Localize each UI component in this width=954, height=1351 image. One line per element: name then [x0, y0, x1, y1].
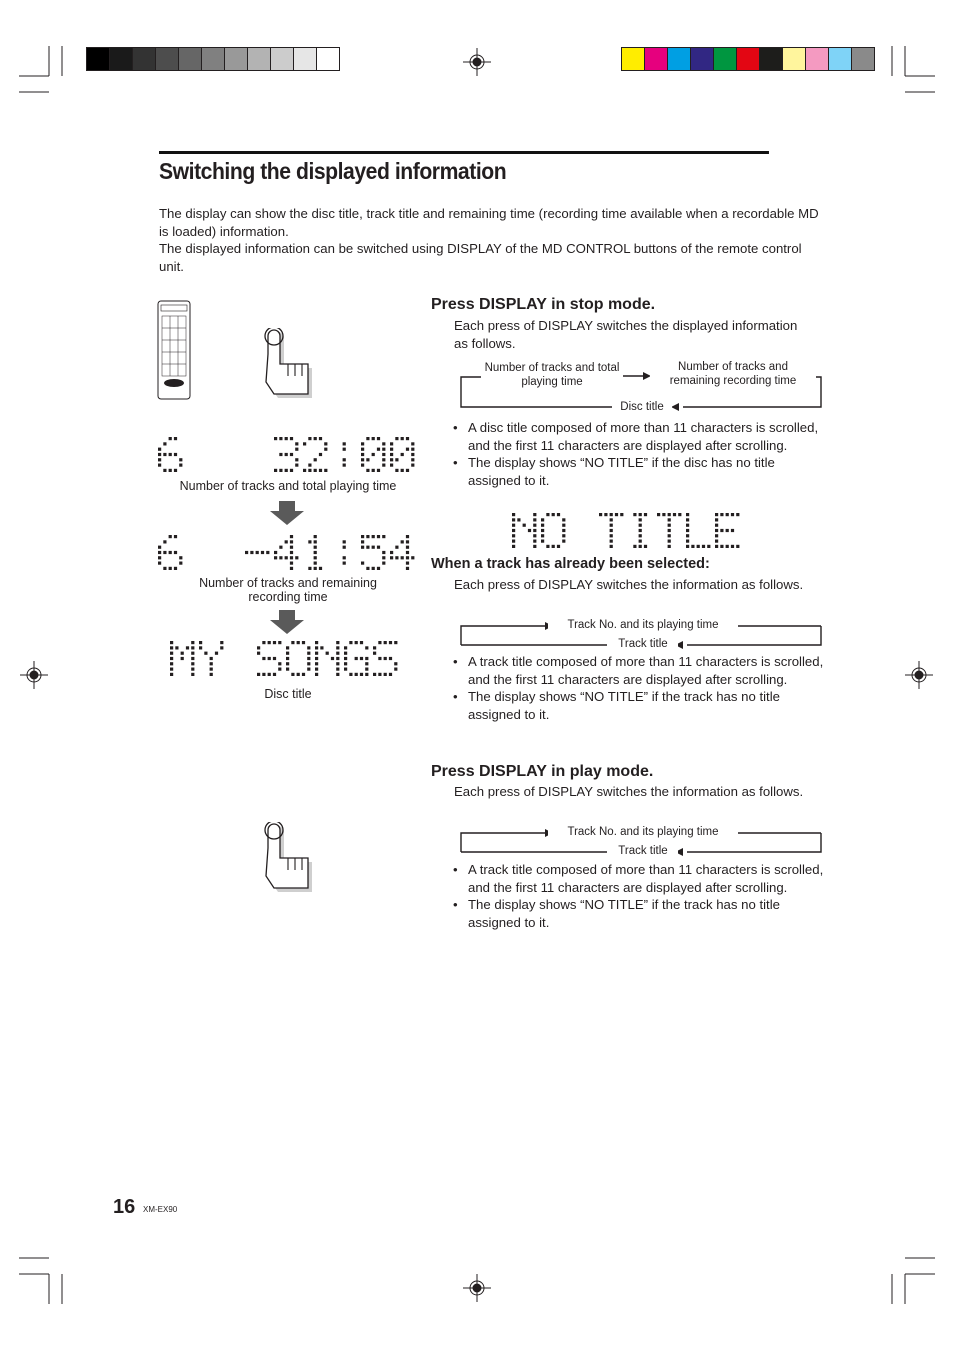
page-title: Switching the displayed information	[159, 151, 769, 185]
display-character	[512, 513, 536, 548]
display-character	[315, 641, 339, 676]
color-swatch	[667, 47, 691, 71]
display-character	[286, 641, 310, 676]
color-swatch	[86, 47, 110, 71]
color-swatch	[247, 47, 271, 71]
color-swatch	[132, 47, 156, 71]
display-character	[344, 641, 368, 676]
display-character	[308, 535, 322, 570]
pointing-hand-icon	[262, 822, 316, 894]
color-swatch	[270, 47, 294, 71]
section-heading: Press DISPLAY in stop mode.	[431, 296, 656, 313]
flow-label: Track No. and its playing time	[548, 618, 738, 632]
list-item: • A disc title composed of more than 11 characters is scrolled, and the first 11 characters are displayed after scrolling.	[450, 419, 825, 454]
color-swatch	[621, 47, 645, 71]
display-caption: Number of tracks and total playing time	[179, 479, 397, 493]
color-swatch	[690, 47, 714, 71]
color-swatch	[851, 47, 875, 71]
list-item: • A track title composed of more than 11 characters is scrolled, and the first 11 characters are displayed after scrolling.	[450, 861, 825, 896]
display-character	[274, 437, 298, 472]
arrow-down-icon	[270, 610, 304, 634]
flow-label: Disc title	[612, 400, 672, 414]
color-swatch	[759, 47, 783, 71]
display-character	[361, 535, 385, 570]
pointing-hand-icon	[262, 328, 316, 400]
color-swatch	[736, 47, 760, 71]
page-number: 16	[113, 1196, 136, 1218]
display-character	[303, 437, 327, 472]
color-swatch	[224, 47, 248, 71]
display-caption: Disc title	[264, 687, 312, 701]
display-character	[343, 540, 346, 564]
bullet-list	[450, 861, 825, 931]
section-text: Each press of DISPLAY switches the information as follows.	[454, 784, 804, 799]
section-heading: Press DISPLAY in play mode.	[431, 763, 654, 780]
display-character	[686, 513, 710, 548]
flow-label: Number of tracks and total playing time	[481, 361, 623, 389]
display-character	[158, 437, 182, 472]
model-number: XM-EX90	[143, 1205, 178, 1214]
remote-control-icon	[157, 300, 191, 400]
list-item: • The display shows “NO TITLE” if the track has no title assigned to it.	[450, 688, 825, 723]
section-text: Each press of DISPLAY switches the information as follows.	[454, 577, 804, 592]
display-character	[390, 437, 414, 472]
list-item: • A track title composed of more than 11 characters is scrolled, and the first 11 characters are displayed after scrolling.	[450, 653, 825, 688]
list-item: • The display shows “NO TITLE” if the disc has no title assigned to it.	[450, 454, 825, 489]
color-swatch	[713, 47, 737, 71]
flow-label: Track No. and its playing time	[548, 825, 738, 839]
display-character	[361, 437, 385, 472]
flow-label: Track title	[608, 637, 678, 651]
display-character	[199, 641, 223, 676]
color-swatch	[805, 47, 829, 71]
display-character	[257, 641, 281, 676]
display-character	[373, 641, 397, 676]
color-swatch	[644, 47, 668, 71]
color-swatch	[178, 47, 202, 71]
color-swatch	[201, 47, 225, 71]
flow-label: Number of tracks and remaining recording time	[650, 360, 816, 388]
display-character	[715, 513, 739, 548]
color-swatch	[293, 47, 317, 71]
display-character	[390, 535, 414, 570]
grayscale-swatches	[86, 47, 339, 71]
list-item: • The display shows “NO TITLE” if the track has no title assigned to it.	[450, 896, 825, 931]
color-swatches	[621, 47, 874, 71]
display-character	[599, 513, 623, 548]
flow-label: Track title	[608, 844, 678, 858]
display-character	[245, 551, 269, 554]
dot-matrix-display	[158, 435, 420, 475]
color-swatch	[316, 47, 340, 71]
bullet-list	[450, 653, 825, 723]
arrow-down-icon	[270, 501, 304, 525]
color-swatch	[782, 47, 806, 71]
display-character	[541, 513, 565, 548]
intro-paragraph: The display can show the disc title, track title and remaining time (recording time available when a recordable MD is loaded) information.	[159, 206, 819, 239]
display-character	[274, 535, 298, 570]
display-character	[158, 535, 182, 570]
dot-matrix-display	[158, 533, 420, 573]
display-character	[633, 513, 647, 548]
display-character	[343, 442, 346, 466]
intro-paragraph: The displayed information can be switched using DISPLAY of the MD CONTROL buttons of the remote control unit.	[159, 241, 802, 274]
dot-matrix-display	[170, 639, 410, 679]
section-text: Each press of DISPLAY switches the displayed information as follows.	[454, 318, 798, 351]
intro-text	[159, 205, 819, 275]
display-character	[657, 513, 681, 548]
display-character	[170, 641, 194, 676]
display-caption: Number of tracks and remaining recording time	[199, 576, 377, 604]
dot-matrix-display	[512, 511, 744, 551]
color-swatch	[109, 47, 133, 71]
subsection-heading: When a track has already been selected:	[431, 556, 710, 572]
bullet-list	[450, 419, 825, 489]
color-swatch	[828, 47, 852, 71]
color-swatch	[155, 47, 179, 71]
